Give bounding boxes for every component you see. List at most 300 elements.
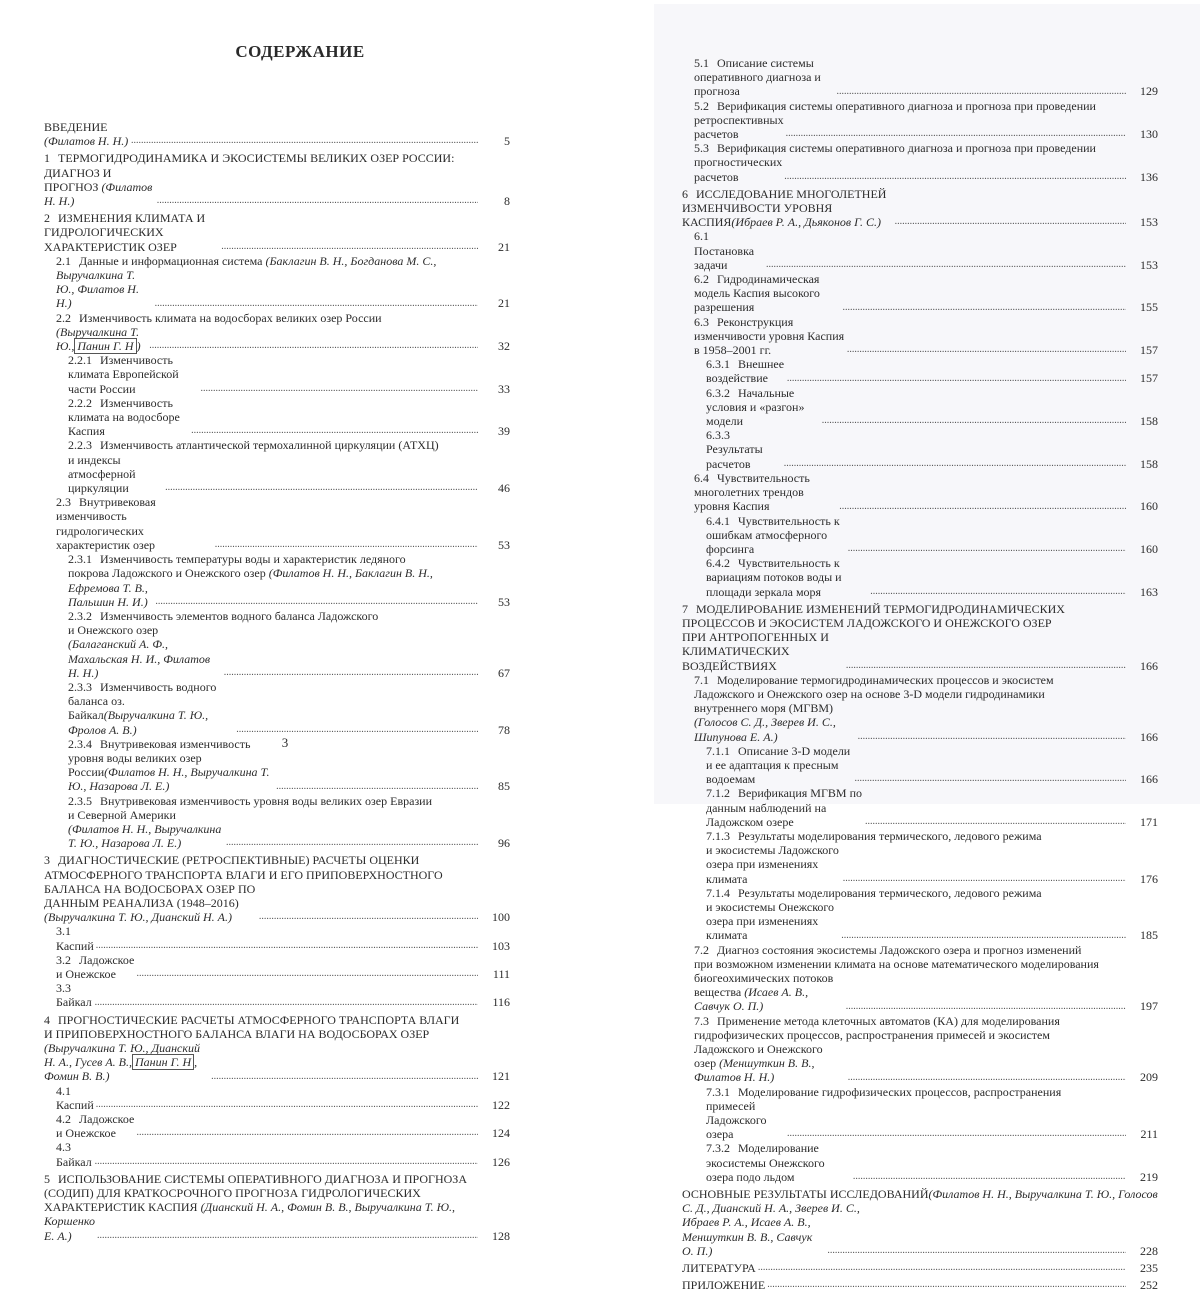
toc-entry[interactable] (44, 609, 510, 680)
page-ref: 33 (498, 381, 510, 396)
page-ref: 130 (1140, 127, 1158, 142)
toc-row-last (56, 1140, 510, 1168)
toc-row-last (706, 1141, 1158, 1184)
toc-row (68, 438, 510, 452)
leader-dots (855, 773, 1126, 785)
toc-entry[interactable] (682, 187, 1158, 230)
section-number: 6 (682, 186, 688, 201)
section-number: 6.4 (694, 470, 709, 485)
page-ref: 153 (1140, 257, 1158, 272)
page-ref: 21 (498, 239, 510, 254)
entry-title: Внешнее воздействие (706, 357, 785, 386)
page-ref: 78 (498, 722, 510, 737)
toc-entry[interactable] (682, 602, 1158, 673)
toc-text (682, 1187, 1158, 1215)
toc-entry[interactable] (44, 981, 510, 1009)
section-number: 1 (44, 151, 50, 166)
toc-entry[interactable] (44, 151, 510, 208)
toc-entry[interactable] (44, 120, 510, 148)
entry-title: ДИАГНОЗ И ПРОГНОЗ (44, 165, 112, 194)
entry-title: ХАРАКТЕРИСТИК КАСПИЯ (44, 1200, 201, 1215)
toc-text (706, 829, 1042, 843)
leader-dots (276, 781, 478, 793)
leader-dots (767, 1279, 1126, 1291)
toc-entry[interactable] (682, 56, 1158, 99)
section-number: 4.3 (56, 1140, 71, 1155)
entry-title: Ладожского и Онежского озер (694, 1042, 823, 1071)
toc-row (44, 868, 510, 882)
toc-row-last (706, 514, 1158, 557)
toc-text (694, 1042, 846, 1085)
leader-dots (766, 259, 1126, 271)
toc-text (56, 268, 153, 311)
entry-title: ИЗМЕНЕНИЯ КЛИМАТА И ГИДРОЛОГИЧЕСКИХ ХАРАКТЕРИСТИК ОЗЕР (44, 211, 206, 254)
toc-left (44, 117, 510, 1243)
toc-entry[interactable] (44, 794, 510, 851)
toc-row (44, 853, 510, 867)
leader-dots (155, 596, 478, 608)
toc-row-last (682, 187, 1158, 230)
toc-text (694, 701, 856, 744)
toc-row (68, 552, 510, 566)
toc-row-last (44, 882, 510, 925)
leader-dots (847, 344, 1126, 356)
entry-title: Гидродинамическая модель Каспия высокого разрешения (694, 272, 820, 315)
toc-entry[interactable] (682, 744, 1158, 787)
page-ref: 157 (1140, 371, 1158, 386)
page-ref: 126 (492, 1154, 510, 1169)
toc-row-last (682, 630, 1158, 673)
entry-title: Моделирование гидрофизических процессов, распространения (738, 1084, 1062, 1099)
section-number: 6.1 (694, 229, 709, 244)
entry-authors: (Выручалкина Т. Ю., (56, 324, 140, 354)
page-ref: 96 (498, 836, 510, 851)
toc-row (44, 151, 510, 165)
page-ref: 32 (498, 339, 510, 354)
entry-title: Изменчивость климата на водосборах великих озер России (79, 310, 382, 325)
toc-entry[interactable] (682, 786, 1158, 829)
right-page (654, 4, 1200, 1292)
leader-dots (787, 1128, 1126, 1140)
toc-text (682, 602, 1065, 616)
toc-row-last (706, 556, 1158, 599)
entry-title: Изменчивость атлантической термохалинной циркуляции (АТХЦ) (100, 438, 439, 453)
entry-title: Внутривековая изменчивость уровня воды великих озер Евразии (100, 793, 433, 808)
entry-title: Описание системы оперативного диагноза и прогноза (694, 56, 821, 99)
toc-entry[interactable] (682, 556, 1158, 599)
page-ref: 46 (498, 481, 510, 496)
leader-dots (136, 1127, 478, 1139)
toc-text (694, 56, 834, 99)
page-ref: 129 (1140, 84, 1158, 99)
section-number: 7.3.1 (706, 1084, 730, 1099)
page-ref: 219 (1140, 1169, 1158, 1184)
section-number: 7.1.1 (706, 743, 730, 758)
section-number: 3.1 (56, 924, 71, 939)
toc-row-last (694, 272, 1158, 315)
toc-text (694, 687, 1045, 701)
toc-entry[interactable] (44, 1140, 510, 1168)
entry-authors: Ефремова Т. В., Пальшин Н. И.) (68, 580, 148, 609)
toc-row-last (68, 808, 510, 851)
leader-dots (95, 1156, 478, 1168)
entry-title: Чувствительность к вариациям потоков воды и площади зеркала моря (706, 556, 842, 599)
leader-dots (215, 539, 478, 551)
entry-title: Результаты расчетов (706, 442, 763, 471)
leader-dots (149, 340, 478, 352)
boxed-author: Панин Г. Н (132, 1054, 194, 1070)
entry-authors: , Фомин В. В.) (44, 1055, 198, 1084)
leader-dots (846, 1001, 1126, 1013)
toc-row-last (68, 581, 510, 609)
entry-authors: (Балаганский А. Ф., Махальская Н. И., Филатов Н. Н.) (68, 637, 211, 680)
entry-title: примесей Ладожского озера (706, 1098, 767, 1142)
toc-entry[interactable] (682, 1261, 1158, 1275)
toc-row (694, 943, 1158, 957)
toc-text (68, 353, 198, 396)
section-number: 7.1.4 (706, 885, 730, 900)
toc-row-last (706, 744, 1158, 787)
toc-text (44, 1172, 467, 1186)
toc-text (694, 673, 1054, 687)
section-number: 2.3.3 (68, 679, 92, 694)
toc-entry[interactable] (682, 357, 1158, 385)
toc-text (706, 1141, 851, 1184)
toc-entry[interactable] (44, 853, 510, 924)
page-ref: 166 (1140, 658, 1158, 673)
toc-text (56, 1140, 93, 1168)
section-number: 4.2 (56, 1112, 71, 1127)
toc-entry[interactable] (682, 428, 1158, 471)
toc-row (694, 141, 1158, 155)
toc-row-last (44, 120, 510, 148)
toc-text (706, 786, 863, 829)
entry-title: Изменчивость климата Европейской части России (68, 353, 179, 396)
toc-entry[interactable] (44, 953, 510, 981)
leader-dots (758, 1262, 1126, 1274)
toc-entry[interactable] (44, 1013, 510, 1084)
entry-title: ОСНОВНЫЕ РЕЗУЛЬТАТЫ ИССЛЕДОВАНИЙ (682, 1187, 929, 1202)
toc-row-last (706, 357, 1158, 385)
page-ref: 67 (498, 665, 510, 680)
leader-dots (191, 425, 478, 437)
toc-text (706, 556, 868, 599)
toc-entry[interactable] (682, 829, 1158, 886)
page-ref: 252 (1140, 1278, 1158, 1292)
toc-text (682, 616, 1052, 630)
toc-text (706, 386, 820, 429)
leader-dots (784, 171, 1126, 183)
entry-authors: (Филатов Н. Н.) (44, 179, 153, 209)
toc-row (44, 1172, 510, 1186)
toc-text (44, 1013, 459, 1027)
page-ref: 53 (498, 594, 510, 609)
toc-entry[interactable] (682, 1141, 1158, 1184)
toc-text (44, 853, 419, 867)
entry-title: и Онежского озер (68, 623, 159, 638)
section-number: 6.4.2 (706, 556, 730, 571)
page-ref: 158 (1140, 414, 1158, 429)
leader-dots (784, 458, 1126, 470)
entry-title: Данные и информационная система (79, 253, 266, 268)
toc-entry[interactable] (44, 552, 510, 609)
entry-title: Моделирование термогидродинамических процессов и экосистем (717, 672, 1054, 687)
toc-entry[interactable] (44, 680, 510, 737)
page-ref: 235 (1140, 1261, 1158, 1276)
toc-text (694, 113, 784, 141)
toc-row-last (68, 396, 510, 439)
toc-row-last (694, 229, 1158, 272)
toc-text (706, 1099, 785, 1142)
toc-text (68, 566, 433, 580)
toc-entry[interactable] (682, 514, 1158, 557)
toc-entry[interactable] (44, 353, 510, 396)
leader-dots (843, 873, 1126, 885)
entry-title: Постановка задачи (694, 243, 755, 272)
entry-title: и экосистемы Онежского озера при изменениях климата (706, 899, 835, 943)
toc-entry[interactable] (44, 1172, 510, 1243)
toc-entry[interactable] (682, 943, 1158, 1014)
toc-text (44, 120, 129, 148)
page-ref: 122 (492, 1097, 510, 1112)
toc-row-last (682, 1261, 1158, 1275)
toc-text (68, 623, 222, 680)
entry-title: БАЛАНСА НА ВОДОСБОРАХ ОЗЕР ПО ДАННЫМ РЕАНАЛИЗА (1948–2016) (44, 881, 256, 910)
page-ref: 5 (504, 134, 510, 149)
entry-title: Чувствительность к ошибкам атмосферного форсинга (706, 513, 840, 556)
entry-authors: (Выручалкина Т. Ю., Фролов А. В.) (68, 708, 209, 737)
toc-row-last (694, 113, 1158, 141)
page-ref: 158 (1140, 456, 1158, 471)
toc-row (682, 1187, 1158, 1215)
leader-dots (858, 731, 1126, 743)
toc-row-last (44, 1041, 510, 1084)
toc-text (706, 843, 841, 886)
leader-dots (836, 86, 1126, 98)
entry-title: Изменчивость водного баланса оз. Байкал (68, 679, 217, 723)
toc-row (694, 957, 1158, 971)
leader-dots (157, 195, 478, 207)
toc-row-last (68, 453, 510, 496)
page-ref: 163 (1140, 584, 1158, 599)
toc-row (44, 1027, 510, 1041)
toc-entry[interactable] (44, 1112, 510, 1140)
toc-row (706, 886, 1158, 900)
leader-dots (848, 543, 1126, 555)
entry-title: при возможном изменении климата на основе математического моделирования (694, 956, 1099, 971)
toc-text (682, 1261, 756, 1275)
toc-text (56, 325, 147, 353)
leader-dots (131, 135, 478, 147)
toc-text (44, 151, 454, 165)
section-number: 6.3.1 (706, 357, 730, 372)
entry-authors: Выручалкина Т. Ю., Филатов Н. Н.) (56, 268, 139, 311)
entry-authors: (Голосов С. Д., Зверев И. С., Шипунова Е. А.) (694, 715, 836, 744)
entry-title: ПРИ АНТРОПОГЕННЫХ И КЛИМАТИЧЕСКИХ ВОЗДЕЙСТВИЯХ (682, 630, 829, 673)
toc-entry[interactable] (682, 99, 1158, 142)
toc-text (706, 900, 839, 943)
entry-title: Изменчивость температуры воды и характеристик ледяного (100, 552, 406, 567)
section-number: 6.2 (694, 272, 709, 287)
toc-entry[interactable] (682, 141, 1158, 184)
toc-entry[interactable] (682, 1014, 1158, 1085)
section-number: 4 (44, 1012, 50, 1027)
toc-row (682, 602, 1158, 616)
section-number: 5.1 (694, 56, 709, 70)
entry-title: ПРИЛОЖЕНИЕ (682, 1278, 766, 1292)
page-ref: 124 (492, 1126, 510, 1141)
entry-title: Применение метода клеточных автоматов (КА) для моделирования (717, 1013, 1060, 1028)
section-number: 7 (682, 601, 688, 616)
entry-title: Ладожское и Онежское (56, 1112, 135, 1141)
toc-text (68, 396, 189, 439)
toc-text (44, 1041, 209, 1084)
toc-entry[interactable] (682, 886, 1158, 943)
entry-title: Реконструкция изменчивости уровня Каспия в 1958–2001 гг. (694, 314, 845, 358)
toc-text (44, 211, 219, 254)
toc-row (694, 673, 1158, 687)
toc-text (44, 868, 443, 882)
toc-text (694, 957, 1099, 971)
entry-title: Моделирование экосистемы Онежского озера подо льдом (706, 1141, 825, 1184)
toc-row-last (706, 386, 1158, 429)
toc-row (44, 1186, 510, 1200)
entry-title: ИСПОЛЬЗОВАНИЕ СИСТЕМЫ ОПЕРАТИВНОГО ДИАГНОЗА И ПРОГНОЗА (58, 1171, 467, 1186)
page-ref: 116 (492, 995, 510, 1010)
toc-row-last (68, 353, 510, 396)
toc-entry[interactable] (682, 1085, 1158, 1142)
toc-entry[interactable] (682, 315, 1158, 358)
entry-title: Описание 3-D модели и ее адаптация к пресным водоемам (706, 743, 851, 787)
section-number: 2.2.3 (68, 438, 92, 453)
toc-row-last (694, 56, 1158, 99)
toc-entry[interactable] (44, 211, 510, 254)
toc-text (682, 1278, 765, 1292)
toc-entry[interactable] (682, 1187, 1158, 1258)
page-ref: 85 (498, 779, 510, 794)
toc-entry[interactable] (682, 471, 1158, 514)
toc-entry[interactable] (44, 396, 510, 439)
entry-authors: (Филатов Н. Н., Выручалкина Т. Ю., Голосов С. Д., Дианский Н. А., Зверев И. С., (682, 1187, 1158, 1216)
section-number: 5.2 (694, 98, 709, 113)
entry-authors: (Филатов Н. Н., Выручалкина Т. Ю., Назарова Л. Е.) (68, 821, 222, 851)
leader-dots (848, 1072, 1126, 1084)
toc-text (56, 924, 94, 952)
toc-row-last (56, 981, 510, 1009)
toc-text (694, 943, 1081, 957)
leader-dots (853, 1171, 1126, 1183)
toc-entry[interactable] (682, 386, 1158, 429)
page-ref: 176 (1140, 871, 1158, 886)
toc-text (44, 1200, 455, 1214)
entry-title: Ладожского и Онежского озер на основе 3-D модели гидродинамики (694, 686, 1045, 701)
toc-text (682, 187, 893, 230)
entry-title: Верификация МГВМ по данным наблюдений на Ладожском озере (706, 786, 862, 829)
toc-text (56, 1084, 94, 1112)
toc-text (694, 229, 764, 272)
leader-dots (786, 128, 1126, 140)
entry-authors: (Дианский Н. А., Фомин В. В., Выручалкина Т. Ю., (200, 1200, 455, 1215)
leader-dots (865, 816, 1126, 828)
toc-entry[interactable] (44, 311, 510, 354)
toc-row-last (706, 900, 1158, 943)
section-number: 2.2 (56, 310, 71, 325)
toc-text (56, 311, 382, 325)
page-ref: 166 (1140, 729, 1158, 744)
entry-title: И ПРИПОВЕРХНОСТНОГО БАЛАНСА ВЛАГИ НА ВОДОСБОРАХ ОЗЕР (44, 1026, 430, 1041)
toc-text (56, 254, 436, 268)
toc-text (44, 1186, 421, 1200)
section-number: 2.2.1 (68, 353, 92, 368)
page-ref: 153 (1140, 215, 1158, 230)
page-ref: 157 (1140, 343, 1158, 358)
toc-text (682, 630, 844, 673)
toc-entry[interactable] (682, 1278, 1158, 1292)
entry-title: гидрофизических процессов, распространения примесей и экосистем (694, 1027, 1050, 1042)
entry-title: МОДЕЛИРОВАНИЕ ИЗМЕНЕНИЙ ТЕРМОГИДРОДИНАМИЧЕСКИХ (696, 601, 1065, 616)
toc-row-last (706, 786, 1158, 829)
toc-right (682, 56, 1158, 1292)
leader-dots (224, 667, 478, 679)
page-ref: 103 (492, 938, 510, 953)
entry-authors: (Выручалкина Т. Ю., Дианский Н. А.) (44, 910, 232, 925)
entry-title: Байкал (56, 1154, 92, 1169)
toc-row (44, 1013, 510, 1027)
entry-title: ретроспективных расчетов (694, 112, 784, 142)
toc-row-last (706, 843, 1158, 886)
entry-authors: (Филатов Н. Н., Баклагин В. Н., (268, 566, 433, 581)
toc-text (694, 272, 840, 315)
entry-authors: (Баклагин В. Н., Богданова М. С., (265, 253, 437, 268)
leader-dots (842, 302, 1126, 314)
entry-authors: Коршенко Е. А.) (44, 1214, 96, 1243)
entry-title: Результаты моделирования термического, ледового режима (738, 885, 1042, 900)
entry-title: Байкал (56, 995, 92, 1010)
leader-dots (226, 837, 478, 849)
toc-entry[interactable] (44, 495, 510, 552)
entry-title: Результаты моделирования термического, ледового режима (738, 828, 1042, 843)
toc-entry[interactable] (44, 438, 510, 495)
toc-entry[interactable] (682, 272, 1158, 315)
toc-row-last (694, 971, 1158, 1014)
toc-text (68, 453, 163, 496)
toc-row (56, 311, 510, 325)
toc-row-last (44, 1214, 510, 1242)
toc-row (682, 616, 1158, 630)
page-ref: 209 (1140, 1070, 1158, 1085)
entry-title: ТЕРМОГИДРОДИНАМИКА И ЭКОСИСТЕМЫ ВЕЛИКИХ ОЗЕР РОССИИ: (58, 151, 455, 166)
page-ref: 21 (498, 296, 510, 311)
entry-title: ПРОГНОСТИЧЕСКИЕ РАСЧЕТЫ АТМОСФЕРНОГО ТРАНСПОРТА ВЛАГИ (58, 1012, 460, 1027)
toc-text (56, 981, 93, 1009)
toc-entry[interactable] (44, 924, 510, 952)
page-number: 3 (281, 735, 289, 750)
section-number: 3.2 (56, 952, 71, 967)
leader-dots (236, 724, 478, 736)
section-number: 7.3.2 (706, 1141, 730, 1156)
page-ref: 228 (1140, 1243, 1158, 1258)
page-ref: 160 (1140, 541, 1158, 556)
toc-text (706, 514, 846, 557)
toc-text (68, 438, 439, 452)
section-number: 7.1.2 (706, 786, 730, 801)
toc-entry[interactable] (682, 229, 1158, 272)
toc-entry[interactable] (44, 1084, 510, 1112)
leader-dots (870, 586, 1126, 598)
toc-entry[interactable] (44, 254, 510, 311)
leader-dots (200, 383, 478, 395)
toc-entry[interactable] (682, 673, 1158, 744)
